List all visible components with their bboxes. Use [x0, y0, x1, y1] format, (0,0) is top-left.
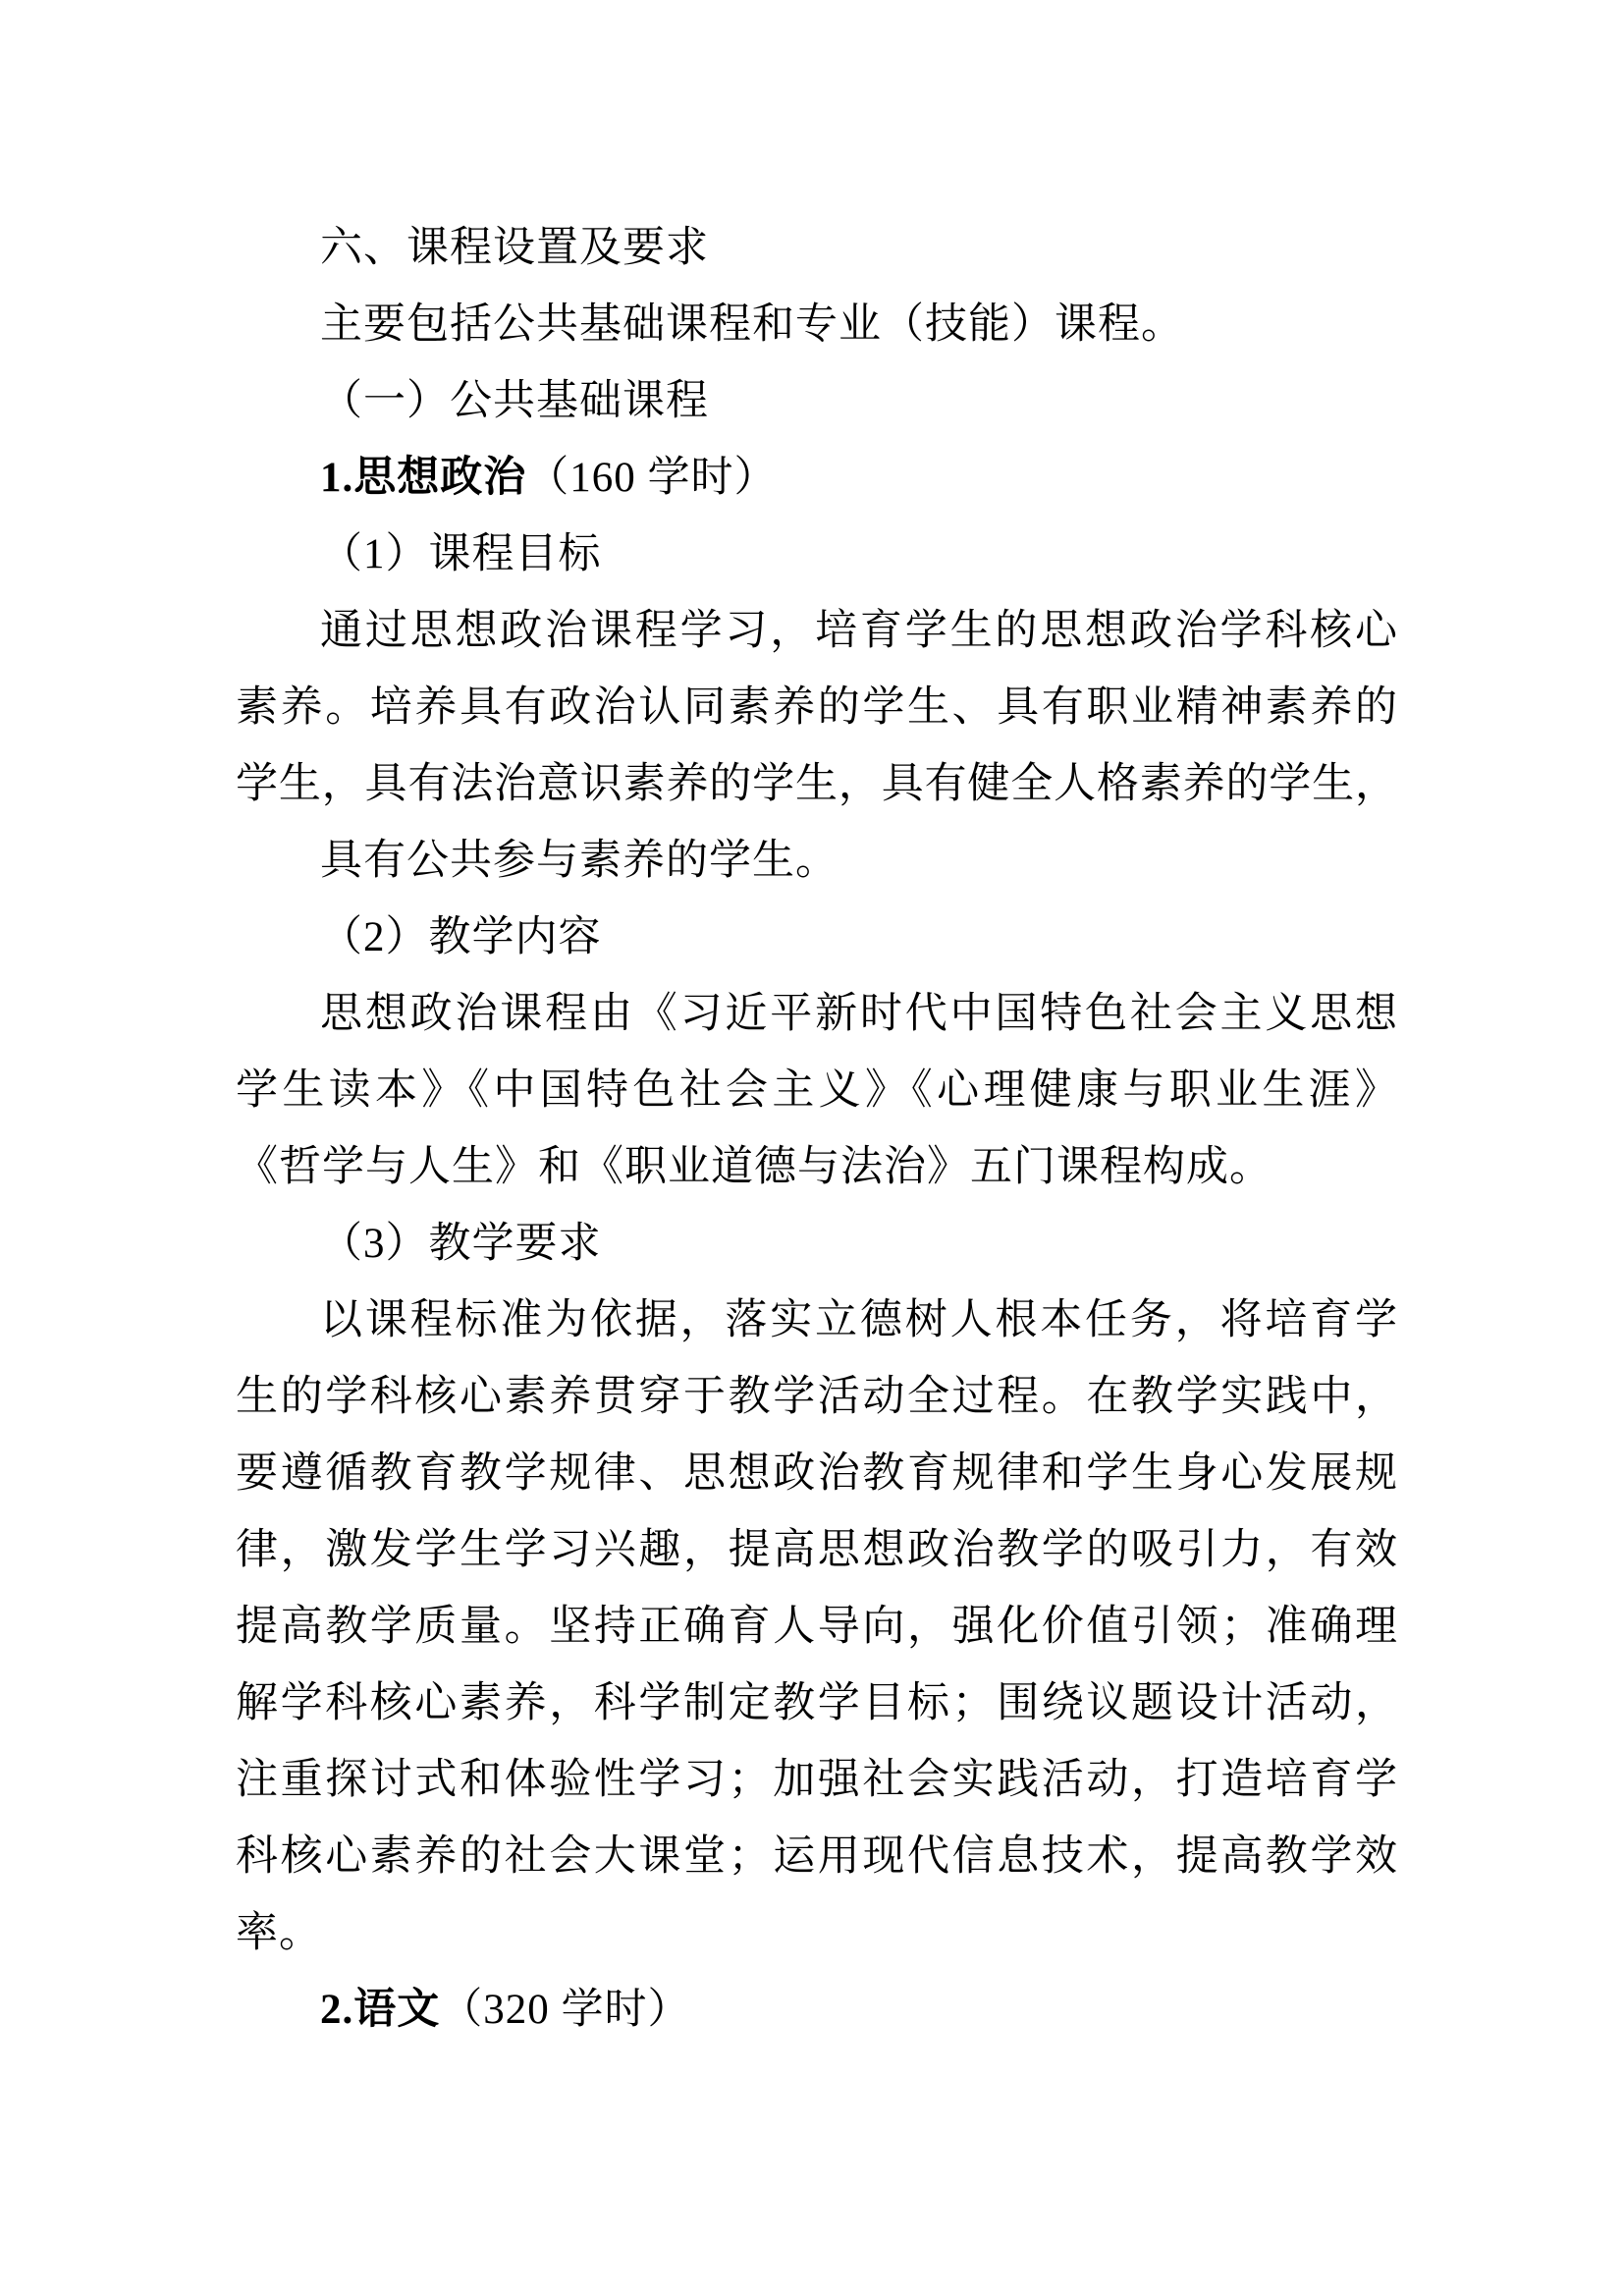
course-chinese-hours: （320 学时） — [440, 1987, 691, 2033]
paragraph-line: 以课程标准为依据，落实立德树人根本任务，将培育学 — [320, 1297, 1397, 1343]
paragraph-line: 率。 — [236, 1910, 322, 1956]
course-politics-title: 1.思想政治 — [320, 455, 527, 501]
course-chinese-title: 2.语文 — [320, 1987, 441, 2033]
paragraph-line: 律，激发学生学习兴趣，提高思想政治教学的吸引力，有效 — [236, 1527, 1397, 1573]
heading-teaching-content: （2）教学内容 — [320, 914, 602, 960]
paragraph-line: 具有公共参与素养的学生。 — [320, 838, 839, 884]
heading-section-six: 六、课程设置及要求 — [320, 225, 709, 271]
heading-public-basic-courses: （一）公共基础课程 — [320, 378, 709, 424]
paragraph-line: 学生，具有法治意识素养的学生，具有健全人格素养的学生， — [236, 761, 1397, 807]
document-body — [236, 210, 1397, 2049]
paragraph-line: 生的学科核心素养贯穿于教学活动全过程。在教学实践中， — [236, 1374, 1397, 1420]
course-politics-hours: （160 学时） — [526, 455, 778, 501]
paragraph-line: 要遵循教育教学规律、思想政治教育规律和学生身心发展规 — [236, 1450, 1397, 1497]
heading-course-chinese — [236, 1972, 1397, 2049]
heading-course-politics — [236, 440, 1397, 517]
paragraph-line: 思想政治课程由《习近平新时代中国特色社会主义思想 — [320, 991, 1397, 1037]
heading-course-objectives: （1）课程目标 — [320, 531, 602, 577]
paragraph-line: 注重探讨式和体验性学习；加强社会实践活动，打造培育学 — [236, 1757, 1397, 1803]
paragraph-line: 素养。培养具有政治认同素养的学生、具有职业精神素养的 — [236, 684, 1397, 731]
heading-teaching-requirements: （3）教学要求 — [320, 1221, 602, 1267]
paragraph-overview: 主要包括公共基础课程和专业（技能）课程。 — [320, 301, 1184, 348]
paragraph-line: 通过思想政治课程学习，培育学生的思想政治学科核心 — [320, 608, 1397, 654]
paragraph-line: 提高教学质量。坚持正确育人导向，强化价值引领；准确理 — [236, 1604, 1397, 1650]
paragraph-line: 科核心素养的社会大课堂；运用现代信息技术，提高教学效 — [236, 1833, 1397, 1880]
paragraph-line: 《哲学与人生》和《职业道德与法治》五门课程构成。 — [236, 1144, 1272, 1190]
paragraph-line: 解学科核心素养，科学制定教学目标；围绕议题设计活动， — [236, 1680, 1397, 1726]
paragraph-line: 学生读本》《中国特色社会主义》《心理健康与职业生涯》 — [236, 1067, 1397, 1114]
